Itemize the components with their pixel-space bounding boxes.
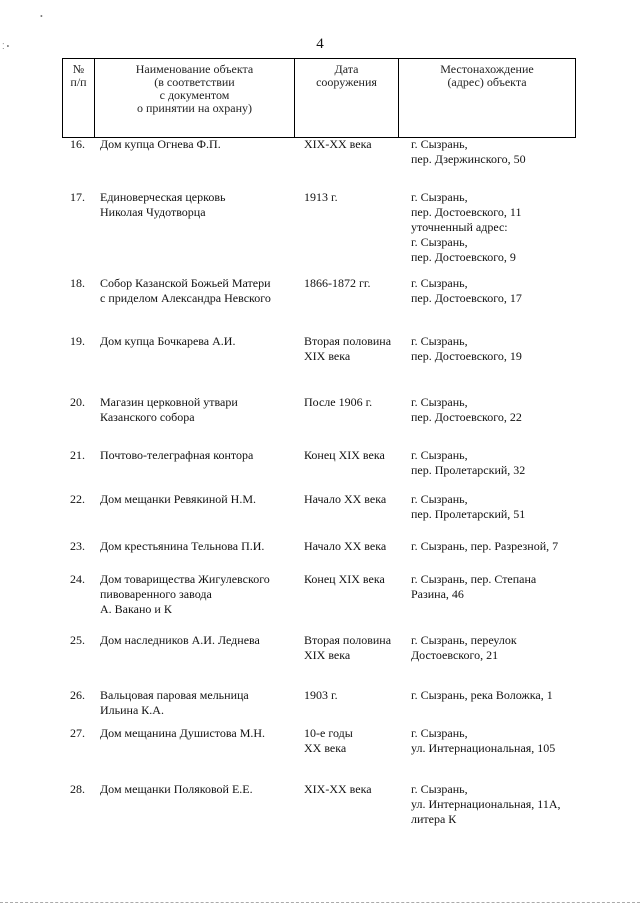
- row-object-name: Дом купца Огнева Ф.П.: [100, 137, 221, 151]
- row-number: 24.: [70, 572, 85, 586]
- row-address: г. Сызрань, ул. Интернациональная, 105: [411, 726, 556, 755]
- row-object-name: Дом мещанина Душистова М.Н.: [100, 726, 266, 740]
- row-address: г. Сызрань, река Воложка, 1: [411, 688, 553, 702]
- row-date: Вторая половина XIX века: [304, 633, 392, 662]
- row-object-name: Единоверческая церковь Николая Чудотворца: [100, 190, 226, 219]
- header-number: № п/п: [70, 62, 87, 89]
- row-address: г. Сызрань, пер. Пролетарский, 32: [411, 448, 526, 477]
- row-number: 17.: [70, 190, 85, 204]
- row-object-name: Собор Казанской Божьей Матери с приделом Александра Невского: [100, 276, 271, 305]
- header-object-name: Наименование объекта (в соответствии с документом о принятии на охрану): [94, 59, 294, 137]
- row-object-name: Дом товарищества Жигулевского пивоваренного завода А. Вакано и К: [100, 572, 270, 616]
- row-object-name: Почтово-телеграфная контора: [100, 448, 254, 462]
- row-date: Вторая половина XIX века: [304, 334, 392, 363]
- row-address: г. Сызрань, переулок Достоевского, 21: [411, 633, 517, 662]
- row-number: 26.: [70, 688, 85, 702]
- scan-speck: •: [40, 12, 43, 21]
- row-address: г. Сызрань, ул. Интернациональная, 11А, литера К: [411, 782, 561, 826]
- row-number: 21.: [70, 448, 85, 462]
- row-object-name: Дом мещанки Поляковой Е.Е.: [100, 782, 253, 796]
- row-date: После 1906 г.: [304, 395, 373, 409]
- row-date: XIX-XX века: [304, 782, 372, 796]
- page-number: 4: [316, 36, 324, 52]
- row-number: 22.: [70, 492, 85, 506]
- row-number: 28.: [70, 782, 85, 796]
- row-number: 18.: [70, 276, 85, 290]
- row-date: XIX-XX века: [304, 137, 372, 151]
- row-number: 23.: [70, 539, 85, 553]
- row-date: 1903 г.: [304, 688, 338, 702]
- row-number: 27.: [70, 726, 85, 740]
- scan-speck: ⁚ •: [2, 42, 10, 51]
- row-number: 20.: [70, 395, 85, 409]
- row-number: 16.: [70, 137, 85, 151]
- row-date: Конец XIX века: [304, 572, 385, 586]
- row-object-name: Дом купца Бочкарева А.И.: [100, 334, 236, 348]
- row-address: г. Сызрань, пер. Пролетарский, 51: [411, 492, 526, 521]
- row-number: 25.: [70, 633, 85, 647]
- row-object-name: Дом наследников А.И. Леднева: [100, 633, 260, 647]
- row-date: 10-е годы XX века: [304, 726, 353, 755]
- row-object-name: Вальцовая паровая мельница Ильина К.А.: [100, 688, 249, 717]
- row-object-name: Дом мещанки Ревякиной Н.М.: [100, 492, 257, 506]
- row-date: Начало XX века: [304, 492, 387, 506]
- row-date: Начало XX века: [304, 539, 387, 553]
- table-header: [62, 58, 576, 138]
- row-object-name: Дом крестьянина Тельнова П.И.: [100, 539, 265, 553]
- row-address: г. Сызрань, пер. Достоевского, 17: [411, 276, 522, 305]
- header-construction-date: Дата сооружения: [294, 59, 398, 137]
- row-date: 1913 г.: [304, 190, 338, 204]
- scan-bottom-edge: [0, 902, 640, 903]
- row-object-name: Магазин церковной утвари Казанского собора: [100, 395, 238, 424]
- row-address: г. Сызрань, пер. Достоевского, 22: [411, 395, 522, 424]
- row-address: г. Сызрань, пер. Дзержинского, 50: [411, 137, 526, 166]
- row-address: г. Сызрань, пер. Разрезной, 7: [411, 539, 559, 553]
- row-address: г. Сызрань, пер. Достоевского, 11 уточненный адрес: г. Сызрань, пер. Достоевского, 9: [411, 190, 522, 264]
- header-address: Местонахождение (адрес) объекта: [398, 59, 575, 137]
- row-date: Конец XIX века: [304, 448, 385, 462]
- row-address: г. Сызрань, пер. Степана Разина, 46: [411, 572, 537, 601]
- row-number: 19.: [70, 334, 85, 348]
- row-date: 1866-1872 гг.: [304, 276, 371, 290]
- row-address: г. Сызрань, пер. Достоевского, 19: [411, 334, 522, 363]
